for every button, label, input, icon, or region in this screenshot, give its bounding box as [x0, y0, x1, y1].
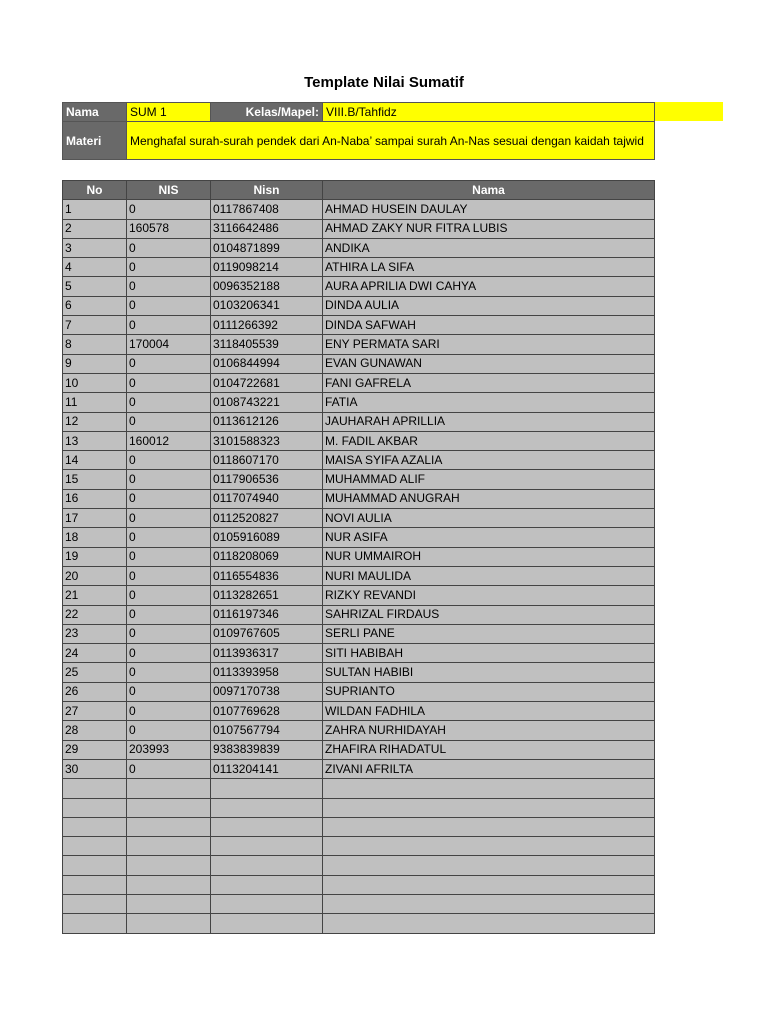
cell-no[interactable]: 2	[63, 219, 127, 238]
cell-no[interactable]: 4	[63, 258, 127, 277]
cell-nama[interactable]	[323, 837, 655, 856]
table-row	[63, 894, 655, 913]
cell-nis[interactable]: 0	[127, 316, 211, 335]
table-row	[63, 335, 655, 354]
table-row	[63, 624, 655, 643]
cell-nama[interactable]: M. FADIL AKBAR	[323, 431, 655, 450]
cell-nisn[interactable]: 0118607170	[211, 451, 323, 470]
cell-no[interactable]	[63, 875, 127, 894]
cell-nisn[interactable]: 0107769628	[211, 702, 323, 721]
table-row	[63, 238, 655, 257]
cell-no[interactable]: 24	[63, 644, 127, 663]
cell-no[interactable]	[63, 856, 127, 875]
cell-no[interactable]: 26	[63, 682, 127, 701]
cell-nis[interactable]	[127, 779, 211, 798]
cell-no[interactable]: 25	[63, 663, 127, 682]
cell-no[interactable]	[63, 894, 127, 913]
cell-nama[interactable]	[323, 894, 655, 913]
cell-no[interactable]	[63, 798, 127, 817]
cell-no[interactable]: 8	[63, 335, 127, 354]
cell-nis[interactable]: 0	[127, 547, 211, 566]
cell-nisn[interactable]: 0116197346	[211, 605, 323, 624]
cell-nama[interactable]: SAHRIZAL FIRDAUS	[323, 605, 655, 624]
table-row	[63, 605, 655, 624]
cell-nisn[interactable]: 9383839839	[211, 740, 323, 759]
table-row	[63, 489, 655, 508]
table-row	[63, 663, 655, 682]
table-row	[63, 740, 655, 759]
cell-nis[interactable]: 0	[127, 682, 211, 701]
cell-no[interactable]: 13	[63, 431, 127, 450]
kelas-value-cell[interactable]: VIII.B/Tahfidz	[323, 103, 655, 122]
cell-nis[interactable]: 0	[127, 509, 211, 528]
cell-no[interactable]: 18	[63, 528, 127, 547]
cell-nama[interactable]: JAUHARAH APRILLIA	[323, 412, 655, 431]
cell-nama[interactable]: EVAN GUNAWAN	[323, 354, 655, 373]
cell-no[interactable]: 15	[63, 470, 127, 489]
cell-nisn[interactable]: 0109767605	[211, 624, 323, 643]
info-row-nama	[63, 103, 655, 122]
cell-nama[interactable]: AURA APRILIA DWI CAHYA	[323, 277, 655, 296]
cell-nis[interactable]: 160012	[127, 431, 211, 450]
cell-nis[interactable]: 0	[127, 412, 211, 431]
cell-nisn[interactable]: 0113204141	[211, 759, 323, 778]
table-row	[63, 219, 655, 238]
cell-nama[interactable]: MAISA SYIFA AZALIA	[323, 451, 655, 470]
cell-nisn[interactable]: 0108743221	[211, 393, 323, 412]
cell-nis[interactable]	[127, 894, 211, 913]
table-row	[63, 528, 655, 547]
cell-no[interactable]	[63, 817, 127, 836]
table-row	[63, 509, 655, 528]
cell-nama[interactable]	[323, 817, 655, 836]
cell-nis[interactable]: 0	[127, 354, 211, 373]
cell-nis[interactable]: 0	[127, 759, 211, 778]
table-row	[63, 412, 655, 431]
cell-nis[interactable]: 0	[127, 373, 211, 392]
cell-nama[interactable]: ZHAFIRA RIHADATUL	[323, 740, 655, 759]
cell-nama[interactable]: FATIA	[323, 393, 655, 412]
table-row	[63, 296, 655, 315]
cell-nisn[interactable]: 0107567794	[211, 721, 323, 740]
table-row	[63, 875, 655, 894]
cell-nisn[interactable]: 0113282651	[211, 586, 323, 605]
cell-nis[interactable]: 203993	[127, 740, 211, 759]
cell-nama[interactable]: FANI GAFRELA	[323, 373, 655, 392]
table-row	[63, 837, 655, 856]
cell-nisn[interactable]	[211, 837, 323, 856]
cell-no[interactable]: 29	[63, 740, 127, 759]
cell-nama[interactable]: MUHAMMAD ANUGRAH	[323, 489, 655, 508]
table-row	[63, 258, 655, 277]
cell-nis[interactable]: 0	[127, 258, 211, 277]
cell-nis[interactable]: 0	[127, 238, 211, 257]
cell-nis[interactable]	[127, 817, 211, 836]
cell-nisn[interactable]: 0113393958	[211, 663, 323, 682]
cell-nis[interactable]: 0	[127, 586, 211, 605]
table-row	[63, 354, 655, 373]
cell-no[interactable]: 17	[63, 509, 127, 528]
table-row	[63, 393, 655, 412]
nama-value-cell[interactable]: SUM 1	[127, 103, 211, 122]
cell-nama[interactable]: MUHAMMAD ALIF	[323, 470, 655, 489]
cell-no[interactable]: 27	[63, 702, 127, 721]
cell-nisn[interactable]	[211, 779, 323, 798]
cell-nama[interactable]: SITI HABIBAH	[323, 644, 655, 663]
cell-no[interactable]: 22	[63, 605, 127, 624]
table-row	[63, 817, 655, 836]
table-row	[63, 721, 655, 740]
cell-nisn[interactable]: 0117867408	[211, 200, 323, 219]
cell-no[interactable]: 12	[63, 412, 127, 431]
table-row	[63, 644, 655, 663]
cell-no[interactable]	[63, 779, 127, 798]
cell-nama[interactable]: DINDA SAFWAH	[323, 316, 655, 335]
cell-nama[interactable]: AHMAD HUSEIN DAULAY	[323, 200, 655, 219]
table-row	[63, 316, 655, 335]
info-row-materi	[63, 122, 655, 160]
table-row	[63, 470, 655, 489]
cell-nama[interactable]	[323, 914, 655, 933]
cell-nis[interactable]: 170004	[127, 335, 211, 354]
cell-nis[interactable]: 0	[127, 663, 211, 682]
cell-nis[interactable]: 0	[127, 277, 211, 296]
table-row	[63, 373, 655, 392]
cell-nisn[interactable]: 0103206341	[211, 296, 323, 315]
cell-nisn[interactable]: 3116642486	[211, 219, 323, 238]
cell-nisn[interactable]: 0097170738	[211, 682, 323, 701]
cell-nisn[interactable]	[211, 875, 323, 894]
cell-no[interactable]: 14	[63, 451, 127, 470]
cell-nis[interactable]: 0	[127, 200, 211, 219]
cell-nisn[interactable]	[211, 914, 323, 933]
cell-nama[interactable]	[323, 798, 655, 817]
cell-nisn[interactable]	[211, 856, 323, 875]
cell-nis[interactable]: 0	[127, 470, 211, 489]
cell-nis[interactable]: 0	[127, 296, 211, 315]
cell-no[interactable]	[63, 914, 127, 933]
table-row	[63, 779, 655, 798]
nama-label: Nama	[63, 103, 127, 122]
cell-no[interactable]: 23	[63, 624, 127, 643]
cell-nama[interactable]: ATHIRA LA SIFA	[323, 258, 655, 277]
table-row	[63, 702, 655, 721]
cell-nis[interactable]: 0	[127, 393, 211, 412]
cell-nis[interactable]	[127, 856, 211, 875]
cell-nis[interactable]: 0	[127, 644, 211, 663]
cell-no[interactable]: 30	[63, 759, 127, 778]
cell-nisn[interactable]: 0105916089	[211, 528, 323, 547]
cell-no[interactable]: 19	[63, 547, 127, 566]
cell-nisn[interactable]: 0119098214	[211, 258, 323, 277]
cell-nama[interactable]: ZAHRA NURHIDAYAH	[323, 721, 655, 740]
cell-nisn[interactable]: 0104871899	[211, 238, 323, 257]
cell-no[interactable]: 3	[63, 238, 127, 257]
cell-nisn[interactable]: 0113936317	[211, 644, 323, 663]
cell-nis[interactable]: 0	[127, 605, 211, 624]
student-table	[62, 180, 655, 934]
cell-no[interactable]	[63, 837, 127, 856]
cell-nisn[interactable]	[211, 798, 323, 817]
cell-no[interactable]: 6	[63, 296, 127, 315]
cell-no[interactable]: 1	[63, 200, 127, 219]
cell-nama[interactable]: NUR UMMAIROH	[323, 547, 655, 566]
table-header-row	[63, 181, 655, 200]
cell-nisn[interactable]: 0111266392	[211, 316, 323, 335]
cell-no[interactable]: 9	[63, 354, 127, 373]
table-row	[63, 856, 655, 875]
cell-nis[interactable]	[127, 875, 211, 894]
cell-nis[interactable]: 0	[127, 489, 211, 508]
cell-nisn[interactable]	[211, 817, 323, 836]
highlight-overflow-cell	[655, 102, 723, 121]
table-row	[63, 759, 655, 778]
header-no: No	[63, 181, 127, 200]
cell-nis[interactable]: 160578	[127, 219, 211, 238]
cell-no[interactable]: 11	[63, 393, 127, 412]
cell-nama[interactable]: NOVI AULIA	[323, 509, 655, 528]
cell-no[interactable]: 10	[63, 373, 127, 392]
materi-value-cell[interactable]: Menghafal surah-surah pendek dari An-Naba’ sampai surah An-Nas sesuai dengan kaidah tajwid	[127, 122, 655, 160]
cell-no[interactable]: 16	[63, 489, 127, 508]
header-nisn: Nisn	[211, 181, 323, 200]
table-row	[63, 566, 655, 585]
cell-nis[interactable]	[127, 914, 211, 933]
cell-nama[interactable]: NURI MAULIDA	[323, 566, 655, 585]
cell-nama[interactable]: ZIVANI AFRILTA	[323, 759, 655, 778]
cell-nis[interactable]: 0	[127, 721, 211, 740]
table-row	[63, 914, 655, 933]
table-row	[63, 200, 655, 219]
table-row	[63, 682, 655, 701]
header-nis: NIS	[127, 181, 211, 200]
cell-nis[interactable]	[127, 798, 211, 817]
cell-no[interactable]: 20	[63, 566, 127, 585]
cell-nama[interactable]: SERLI PANE	[323, 624, 655, 643]
cell-nama[interactable]: WILDAN FADHILA	[323, 702, 655, 721]
materi-label: Materi	[63, 122, 127, 160]
page-title: Template Nilai Sumatif	[304, 74, 464, 91]
cell-nisn[interactable]: 0117074940	[211, 489, 323, 508]
kelas-label: Kelas/Mapel:	[211, 103, 323, 122]
cell-nisn[interactable]: 0116554836	[211, 566, 323, 585]
cell-nama[interactable]: RIZKY REVANDI	[323, 586, 655, 605]
cell-nis[interactable]: 0	[127, 528, 211, 547]
cell-nama[interactable]	[323, 779, 655, 798]
table-row	[63, 586, 655, 605]
table-row	[63, 798, 655, 817]
cell-nama[interactable]: DINDA AULIA	[323, 296, 655, 315]
cell-nisn[interactable]: 3101588323	[211, 431, 323, 450]
cell-nisn[interactable]: 0118208069	[211, 547, 323, 566]
cell-nisn[interactable]: 3118405539	[211, 335, 323, 354]
table-row	[63, 547, 655, 566]
header-nama: Nama	[323, 181, 655, 200]
table-row	[63, 277, 655, 296]
cell-nama[interactable]: ANDIKA	[323, 238, 655, 257]
cell-nis[interactable]: 0	[127, 451, 211, 470]
cell-nisn[interactable]: 0113612126	[211, 412, 323, 431]
cell-nis[interactable]: 0	[127, 702, 211, 721]
info-table	[62, 102, 655, 160]
cell-nis[interactable]	[127, 837, 211, 856]
cell-nama[interactable]: AHMAD ZAKY NUR FITRA LUBIS	[323, 219, 655, 238]
cell-nisn[interactable]	[211, 894, 323, 913]
cell-nisn[interactable]: 0096352188	[211, 277, 323, 296]
table-row	[63, 431, 655, 450]
cell-nis[interactable]: 0	[127, 566, 211, 585]
cell-nis[interactable]: 0	[127, 624, 211, 643]
cell-nisn[interactable]: 0104722681	[211, 373, 323, 392]
cell-nama[interactable]: ENY PERMATA SARI	[323, 335, 655, 354]
cell-nisn[interactable]: 0112520827	[211, 509, 323, 528]
cell-no[interactable]: 5	[63, 277, 127, 296]
cell-nama[interactable]: SULTAN HABIBI	[323, 663, 655, 682]
cell-no[interactable]: 7	[63, 316, 127, 335]
cell-nisn[interactable]: 0106844994	[211, 354, 323, 373]
cell-nama[interactable]: NUR ASIFA	[323, 528, 655, 547]
cell-nama[interactable]	[323, 856, 655, 875]
cell-no[interactable]: 21	[63, 586, 127, 605]
table-row	[63, 451, 655, 470]
cell-no[interactable]: 28	[63, 721, 127, 740]
cell-nama[interactable]: SUPRIANTO	[323, 682, 655, 701]
cell-nisn[interactable]: 0117906536	[211, 470, 323, 489]
cell-nama[interactable]	[323, 875, 655, 894]
